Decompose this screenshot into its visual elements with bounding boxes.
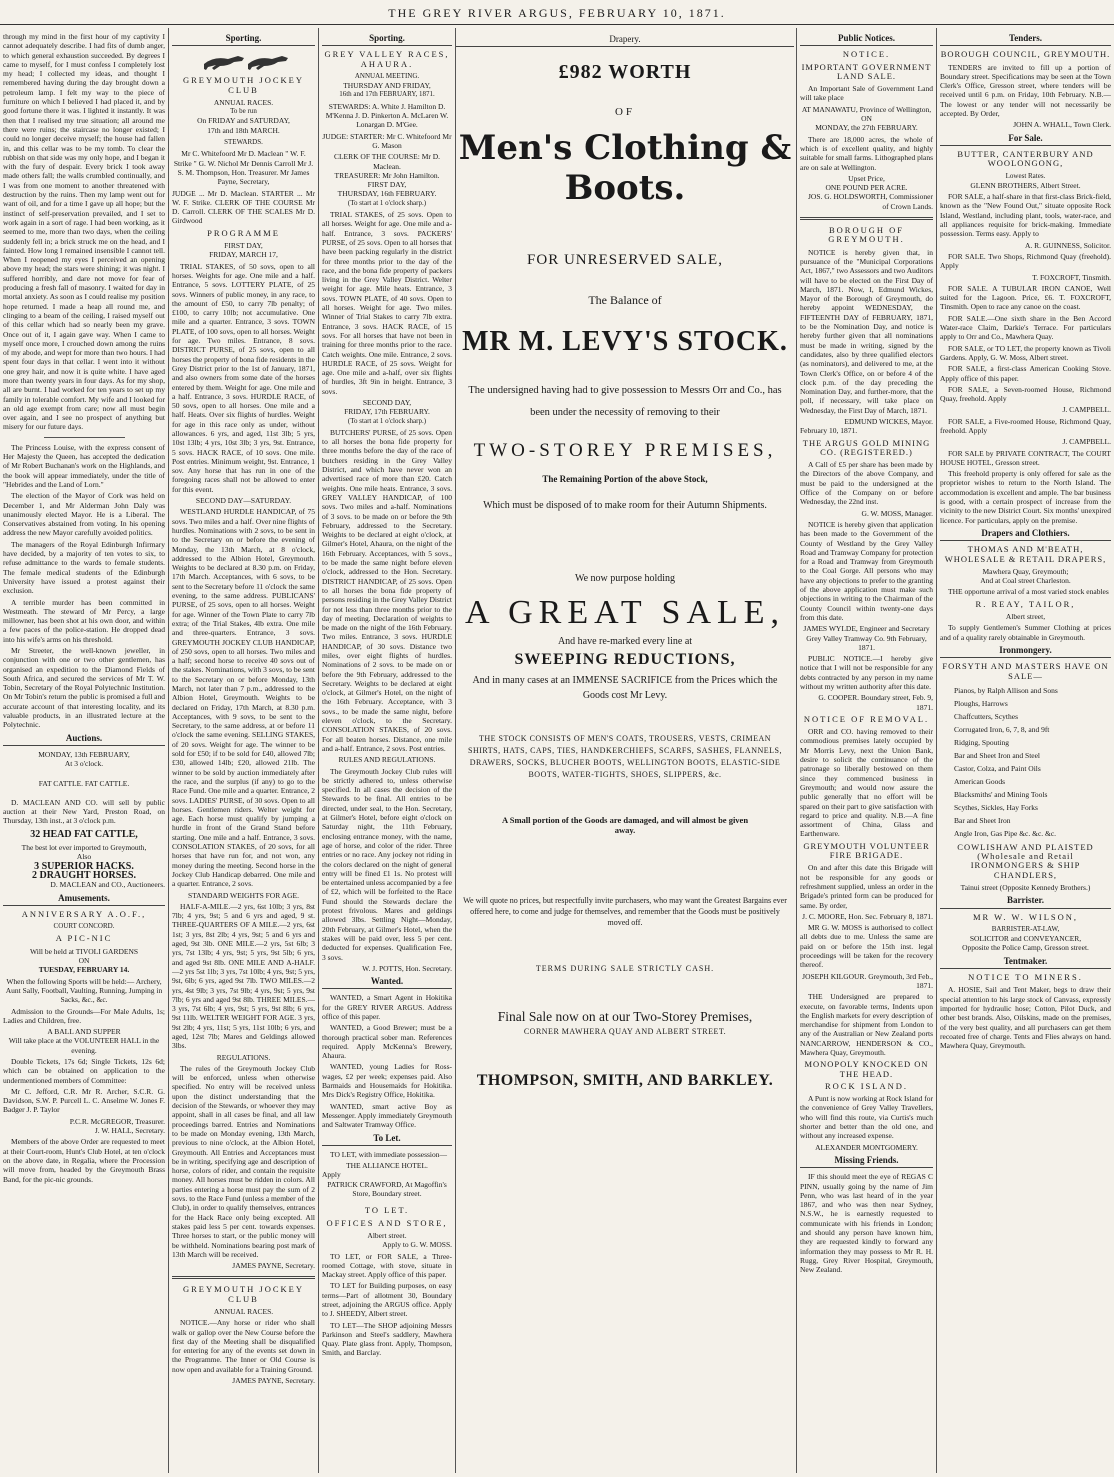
sports: When the following Sports will be held:— Archery, Aunt Sally, Football, Vaulting, Running, Jumping in Sacks, &c., &c. — [5, 976, 163, 1005]
stewards: STEWARDS: A. White J. Hamilton D. M'Kenna J. D. Pinkerton A. McLaren W. Lonargan D. M'Gee. — [325, 101, 449, 130]
club-title: GREYMOUTH JOCKEY CLUB — [182, 75, 304, 95]
cowlishaw-address: Tainui street (Opposite Kennedy Brothers.) — [960, 883, 1091, 892]
wanted-brewer: WANTED, a Good Brewer; must be a thorough practical sober man. References required. Apply McKenna's Brewery, Ahaura. — [322, 1023, 452, 1061]
list-item: Castor, Colza, and Paint Oils — [954, 763, 1041, 773]
final-sale: Final Sale now on at our Two-Storey Premises, — [497, 1009, 753, 1024]
treasurer: P.C.R. McGREGOR, Treasurer. — [69, 1116, 165, 1126]
sale-canoe: FOR SALE. A TUBULAR IRON CANOE, Well suited for the Lagoon. Price, £6. T. FOXCROFT, Tinsmith. Open to race any canoe on the coast. — [940, 283, 1111, 312]
section-head-missing: Missing Friends. — [800, 1154, 933, 1168]
payne-signature: JAMES PAYNE, Secretary. — [232, 1261, 315, 1271]
sale-tivoli: FOR SALE, or TO LET, the property known as Tivoli Gardens. Apply, G. W. Moss, Albert street. — [940, 343, 1111, 362]
land-sale-5: There are 18,000 acres, the whole of which is of excellent quality, and highly suitable for small farms. Lithographed plans are on sale at Wellington. — [800, 134, 933, 172]
monopoly-head: MONOPOLY KNOCKED ON THE HEAD. — [804, 1059, 929, 1079]
races-day-2: BUTCHERS' PURSE, of 25 sovs. Open to all horses the bona fide property for three months before the day of the race of butchers residing in the Grey Valley District, and which have never won an advertised race of more than £20. Catch weights. One mile heats. Entrance, 3 sovs. GREY VALLEY HANDICAP, of 100 sovs. Two miles and a-half. Nominations of 3 sovs. to be made on or before the 9th February, addressed to the Secretary. Weights to be declared at eight o'clock, at Gilmer's Hotel, Ahaura, on the night of the 16th February. Acceptances, with 5 sovs., to be made the same night before eleven o'clock, addressed to the Hon. Secretary. DISTRICT HANDICAP, of 25 sovs. Open to all horses the bona fide property of persons residing in the Grey Valley District for not less than three months prior to the day of meeting. Declaration of weights to be made on the night of the 16th February. Two miles. Entrance, 3 sovs. HURDLE HANDICAP, of 30 sovs. Distance two miles, over eight flights of hurdles. Nominations of 2 sovs. to be made on or before the 9th February, addressed to the Secretary. Weights to be declared at eight o'clock, at Gilmer's Hotel, on the night of the 16th February. Acceptance, with 3 sovs., to be made the same night, before eleven o'clock, to the Secretary. CONSOLATION STAKES, of 20 sovs. For all beaten horses. Distance, one mile and a-half. Entrance, 2 sovs. Post entries. — [322, 427, 452, 753]
first-day: FIRST DAY, — [367, 180, 407, 190]
picnic: A PIC-NIC — [55, 933, 113, 944]
column-sporting-jockey — [172, 30, 315, 1471]
albert-street: Albert street. — [367, 1230, 407, 1240]
foxcroft: T. FOXCROFT, Tinsmith. — [1032, 272, 1111, 282]
divider — [800, 217, 933, 220]
section-head-drapery: Drapery. — [456, 32, 794, 47]
ball: A BALL AND SUPPER — [47, 1027, 121, 1037]
purpose-line: We now purpose holding — [574, 573, 675, 584]
column-rule — [796, 28, 797, 1473]
stewards: Mr C. Whitefoord Mr D. Maclean " W. F. Strike " G. W. Nichol Mr Dennis Carroll Mr J. S. M. Thompson, Hon. Treasurer. Mr James Payne, Secretary, — [173, 149, 314, 187]
mbeath-charleston: And at Coal street Charleston. — [980, 576, 1071, 586]
moss-debts: MR G. W. MOSS is authorised to collect all debts due to me. Unless the same are paid on or before the 15th inst. legal proceedings will be taken for the recovery thereof. — [800, 923, 933, 970]
butter: BUTTER, CANTERBURY AND WOOLONGONG, — [957, 148, 1094, 169]
premises-headline: TWO-STOREY PREMISES, — [473, 440, 777, 461]
reay-text: To supply Gentlemen's Summer Clothing at prices and of a quality rarely obtainable in Greymouth. — [940, 623, 1111, 642]
firm-name: THOMPSON, SMITH, AND BARKLEY. — [476, 1072, 774, 1089]
sale-shops: FOR SALE. Two Shops, Richmond Quay (freehold). Apply — [940, 251, 1111, 271]
apply: Apply — [322, 1170, 341, 1180]
picnic-on: ON — [78, 956, 90, 966]
unreserved-sale: FOR UNRESERVED SALE, — [527, 252, 723, 268]
land-sale-3: ON — [861, 114, 872, 124]
tramway-notice: NOTICE is hereby given that application has been made to the Government of the County of Westland by the Grey Valley Road and Tramway Company for protection for a Road and Tramway from Greymouth to the Coal Gorge. All persons who may have any objections to prefer to the granting of the above application must make such objections in writing to the Chairman of the County Council within twenty-one days from this date. — [800, 519, 933, 622]
rock-text: A Punt is now working at Rock Island for the convenience of Grey Valley Travellers, who will find this route, via Curtis's much shorter and better than the old one, and without any increased expense. — [800, 1094, 933, 1141]
section-head-barrister: Barrister. — [940, 894, 1111, 908]
masthead: THE GREY RIVER ARGUS, FEBRUARY 10, 1871. — [0, 0, 1114, 25]
to-let-building: TO LET for Building purposes, on easy terms—Part of allotment 30, Boundary street, adjoining the ARGUS office. Apply to J. SHEEDY, Albert street. — [322, 1281, 452, 1319]
sweeping-reductions: SWEEPING REDUCTIONS, — [514, 651, 736, 668]
cowlishaw: COWLISHAW AND PLAISTED (Wholesale and Retail IRONMONGERS & SHIP CHANDLERS, — [957, 841, 1094, 880]
borough-council: BOROUGH COUNCIL, GREYMOUTH. — [940, 49, 1111, 60]
list-item: Bar and Sheet Iron and Steel — [954, 750, 1041, 760]
worth-headline: £982 WORTH — [558, 61, 692, 83]
story-cork: The election of the Mayor of Cork was held on December 1, and Mr Alderman John Daly was unanimously elected Mayor. He is a Liberal. The Conservatives abstained from voting. In his opening address the new Mayor carefully avoided politics. — [3, 491, 165, 538]
glenn: GLENN BROTHERS, Albert Street. — [970, 180, 1081, 190]
quote-text: We will quote no prices, but respectfully invite purchasers, who may want the Greatest Bargains ever offered here, to come and judge for themselves, and remember that the Goods must be positively moved off. — [463, 896, 787, 927]
argus-gold-text: A Call of £5 per share has been made by the Directors of the above Company, and must be paid to the undersigned at the Office of the Company on or before Wednesday, the 22nd inst. — [800, 460, 933, 507]
treasurer: TREASURER: Mr John Hamilton. — [334, 170, 440, 180]
sacrifice-text: And in many cases at an IMMENSE SACRIFICE from the Prices which the Goods cost Mr Levy. — [472, 675, 778, 701]
removal-text: ORR and CO. having removed to their commodious premises lately occupied by Mr Morris Levy, next the Union Bank, desire to solicit the continuance of the patronage so liberally bestowed on them since they commenced business in Greymouth; and would now assure the public generally that no effort will be spared on their part to give satisfaction with regard to price and quality. N.B.—A fine assortment of China, Glass and Earthenware. — [800, 727, 933, 839]
wanted-agent: WANTED, a Smart Agent in Hokitika for the GREY RIVER ARGUS. Address office of this paper. — [322, 993, 452, 1021]
list-item: Chaffcutters, Scythes — [954, 711, 1019, 721]
auction-time: At 3 o'clock. — [64, 759, 104, 769]
weights: HALF-A-MILE.—2 yrs, 6st 10lb; 3 yrs, 8st 7lb; 4 yrs, 9st; 5 and 6 yrs and aged, 9 st. THREE-QUARTERS OF A MILE.—2 yrs, 6st 1st; 3 yrs, 8st 2lb; 4 yrs, 9st; 5 and 6 yrs and aged, 9st 3lb. ONE MILE.—2 yrs, 5st 6lb; 3 yrs, 7st 13lb; 4 yrs, 9st; 5 yrs, 9st 5lb; 6 yrs, and aged 9st 8lb. ONE MILE AND A-HALF.—2 yrs 5st 1lb; 3 yrs, 7st 10lb; 4 yrs, 9st; 5 yrs, 9st, 6lb; 6 yrs, aged 9st 7lb. TWO MILES.—2 yrs, 4st 9lb; 3 yrs, 7st 9lb; 4 yrs, 9st; 5 yrs, 9st 7lb; 6 yrs and aged 9st 8lb. THREE MILES.—3 yrs, 7st 6lb; 4 yrs, 9st; 5 yrs, 9st 8lb; 6 yrs, 9st 11lb. WELTER WEIGHT FOR AGE. 3 yrs, 9st 2lb; 4 yrs, 11st; 5 yrs, 11st 10lb; 6 yrs, and aged, 12st 7lb; Mares and Geldings allowed 3lbs. — [172, 901, 315, 1051]
picnic-venue: Will be held at TIVOLI GARDENS — [29, 946, 139, 956]
column-sporting-grey-valley — [322, 30, 452, 1471]
tickets: Double Tickets, 17s 6d; Single Tickets, 12s 6d; which can be obtained on application to the undermentioned members of Committee: — [3, 1056, 165, 1085]
annual-races-2: ANNUAL RACES. — [213, 1307, 274, 1316]
meeting-dates: 16th and 17th FEBRUARY, 1871. — [339, 90, 435, 99]
section-head-tentmaker: Tentmaker. — [940, 955, 1111, 969]
to-let: TO LET. — [364, 1205, 410, 1216]
great-sale: A GREAT SALE, — [464, 594, 786, 631]
drapery-advertisement — [456, 30, 794, 1471]
campbell: J. CAMPBELL. — [1062, 405, 1111, 415]
moss-apply: Apply to G. W. MOSS. — [382, 1240, 452, 1250]
judge-starter: JUDGE: STARTER: Mr C. Whitefoord Mr G. Mason — [322, 131, 452, 150]
brigade-head: GREYMOUTH VOLUNTEER FIRE BRIGADE. — [803, 840, 930, 861]
anniversary: ANNIVERSARY A.O.F., — [21, 908, 147, 919]
rules: The Greymouth Jockey Club rules will be strictly adhered to, unless otherwise specified. In all cases the decision of the Stewards to be final. All entries to be directed, under seal, to the Hon. Secretary, at Gilmer's Hotel, before eight o'clock on Saturday night, the 11th February, enclosing entrance money, with the name, age of horse, and color of the rider. Three entries or no race. Any jockey not riding in the colors declared on the night of general entry will be fined £1 1s. No protest will be entertained unless accompanied by a fee of £2, which will be forfeited to the Race Fund should the Stewards declare the protest frivolous. Mares and geldings allowed 3lbs. Settling Night—Monday, 20th February, at Gilmer's Hotel, when the stakes will be paid over, less 5 per cent. deducted for expenses. Qualification Fee, 3 sovs. — [322, 766, 452, 962]
hacks: 3 SUPERIOR HACKS. — [34, 860, 134, 872]
sale-brickfield: FOR SALE, a half-share in that first-class Brick-field, known as the "New Found Out," situate opposite Rock Island, Westland, including plant, tools, water-race, and all appliances requisite for brick-making. Immediate possession. Terms easy. Apply to — [940, 192, 1111, 239]
of-line: OF — [614, 106, 636, 118]
crawford: PATRICK CRAWFORD, At Magoffin's Store, Boundary street. — [327, 1179, 447, 1199]
wanted-boy: WANTED, smart active Boy as Messenger. Apply immediately Greymouth and Saltwater Tramway Office. — [322, 1101, 452, 1130]
section-head-sporting: Sporting. — [322, 32, 452, 46]
levy-stock: MR M. LEVY'S STOCK. — [462, 326, 788, 357]
club-title-2: GREYMOUTH JOCKEY CLUB — [182, 1284, 304, 1304]
race-days: On FRIDAY and SATURDAY, — [197, 116, 290, 126]
alliance-hotel: THE ALLIANCE HOTEL. — [346, 1161, 428, 1171]
forsyth: FORSYTH AND MASTERS HAVE ON SALE— — [942, 661, 1109, 681]
court-concord: COURT CONCORD. — [53, 922, 115, 931]
ball-venue: Will take place at the VOLUNTEER HALL in the evening. — [8, 1036, 160, 1055]
first-date: THURSDAY, 16th FEBRUARY. — [337, 189, 437, 199]
list-item: Corrugated Iron, 6, 7, 8, and 9ft — [954, 724, 1050, 734]
section-head-auctions: Auctions. — [3, 732, 165, 746]
campbell-2: J. CAMPBELL. — [1062, 437, 1111, 447]
fat-cattle: FAT CATTLE. FAT CATTLE. — [38, 778, 130, 788]
holdsworth: JOS. G. HOLDSWORTH, Commissioner of Crown Lands. — [808, 192, 933, 211]
wickes-date: February 10, 1871. — [800, 426, 858, 436]
cooper-signature: G. COOPER. Boundary street, Feb. 9, 1871. — [818, 693, 933, 712]
land-sale-head: IMPORTANT GOVERNMENT LAND SALE. — [801, 61, 932, 81]
maclean-ad: D. MACLEAN AND CO. will sell by public auction at their New Yard, Preston Road, on Thursday, 13th inst., at 3 o'clock p.m. — [3, 797, 165, 826]
section-head-wanted: Wanted. — [322, 975, 452, 989]
sale-five-room: FOR SALE, a Five-roomed House, Richmond Quay, freehold. Apply — [940, 416, 1111, 435]
reay-address: Albert street, — [1005, 612, 1046, 622]
start-time: (To start at 1 o'clock sharp.) — [347, 198, 427, 207]
wilson-address: Opposite the Police Camp, Gresson street. — [962, 943, 1089, 953]
column-rule — [168, 28, 169, 1473]
start-time-2: (To start at 1 o'clock sharp.) — [347, 416, 427, 425]
rules-head: RULES AND REGULATIONS. — [338, 755, 436, 765]
racehorse-icon — [194, 50, 294, 72]
brigade-text: On and after this date this Brigade will not be responsible for any goods or refreshment supplied, unless an order in the Brigade's printed form can be produced for same. By order, — [800, 863, 933, 910]
reay-tailor: R. REAY, TAILOR, — [975, 598, 1076, 609]
wylde: JAMES WYLDE, Engineer and Secretary Grey Valley Tramway Co. 9th February, 1871. — [803, 624, 930, 652]
payne-signature-2: JAMES PAYNE, Secretary. — [232, 1376, 315, 1386]
montgomery: ALEXANDER MONTGOMERY. — [815, 1142, 918, 1152]
to-let-cottage: TO LET, or FOR SALE, a Three-roomed Cottage, with stove, situate in Mackay street. Apply office of this paper. — [322, 1251, 452, 1280]
balance-of: The Balance of — [588, 293, 662, 307]
draught-horses: 2 DRAUGHT HORSES. — [31, 869, 136, 881]
regulations-head: REGULATIONS. — [216, 1052, 271, 1062]
section-head-to-let: To Let. — [322, 1132, 452, 1146]
sale-court-house-hotel: FOR SALE by PRIVATE CONTRACT, The COURT HOUSE HOTEL, Gresson street. — [940, 448, 1111, 467]
first-day: FIRST DAY, — [224, 241, 263, 251]
story-edinburgh: The managers of the Royal Edinburgh Infirmary have decided, by a majority of ten votes to six, to refuse admittance to the wards to female students. The female medical students of the Edinburgh University have issued a protest against their exclusion. — [3, 539, 165, 596]
auctioneer: D. MACLEAN and CO., Auctioneers. — [50, 880, 165, 890]
races-day-1: TRIAL STAKES, of 25 sovs. Open to all horses. Weight for age. One mile and a-half. Entrance, 3 sovs. PACKERS' PURSE, of 25 sovs. Open to all horses that have been packing regularly in the district for three months prior to the day of the race, and the bona fide property of packers living in the Grey Valley District. Welter weight for age. Mile heats. Entrance, 3 sovs. TOWN PLATE, of 40 sovs. Open to all horses. Weight for age. Two miles. Winner of Trial Stakes to carry 7lb extra. Entrance, 3 sovs. HACK RACE, of 15 sovs. For all horses that have not been in training for three months prior to the race. Catch weights. One mile. Entrance, 2 sovs. HURDLE RACE, of 25 sovs. Weight for age. One mile and a-half, over six flights of hurdles, 3ft 9in in height. Entrance, 3 sovs. — [322, 210, 452, 396]
sale-stove: FOR SALE, a first-class American Cooking Stove. Apply office of this paper. — [940, 364, 1111, 383]
stewards-head: STEWARDS. — [224, 138, 263, 147]
list-item: Blacksmiths' and Mining Tools — [954, 789, 1048, 799]
section-head-tenders: Tenders. — [940, 32, 1111, 46]
second-date: FRIDAY, 17th FEBRUARY. — [344, 407, 430, 417]
programme: PROGRAMME — [207, 227, 280, 238]
rock-island: ROCK ISLAND. — [824, 1080, 909, 1091]
kilgour: JOSEPH KILGOUR. Greymouth, 3rd Feb., 1871. — [802, 971, 933, 990]
story-cellar: through my mind in the first hour of my captivity I cannot adequately describe. I had fits of dumb anger, to which general exhaustion succeeded. By degrees I came to myself, for I must confess I completely lost my head; I collected my ideas, and thought I remembered having during the day brought down a petroleum lamp. I felt my way to the piece of furniture on which I believed I had placed it, and by good fortune there it was. I lighted it instantly. It was then that I realised my true situation; all around me there were ruins; the staircase no longer existed; I could no longer deceive myself; the house had fallen in, and this cellar was to be my tomb. To clear the rubbish on that side was my only hope, and I began it with the fury of despair. Every brick I took away made others fall; the walls crumbled continually, and I was from one moment to another threatened with destruction by the ruins. Then my lamp went out for want of oil, and for a time I gave up all hope; but the instinct of self-preservation prevailed, and I set to work again in a sort of rage. I had been working, as it seemed to me, more than two days, when the ceiling suddenly fell in; a brick struck me on the head, and I fainted. How long I remained insensible I cannot tell. When I reopened my eyes I perceived an opening above my head; the stars were shining; it was night. I suffered horribly, and dare not move for fear of producing a fresh fall of masonry. I waited for day in mortal anxiety. As soon as I could realise my position hope returned. I made a heap all round me, and clinging to a beam of the ceiling, I raised myself out of this cellar which had so nearly been my grave. Once out of it, I again gave way. When I came to myself once more, I crouched down among the ruins of my abode, and wept for more than two hours. I had spent four days in that cellar. I went into it without one grey hair, and now it is quite white. I have aged more than twenty years in four days. As for my shop, all are burnt. I had worked for ten years to set up my family in tolerable comfort. My wife and I looked for an old age exempt from care; now all must begin over again, and I see no prospect of anything but misery for our future days. — [3, 32, 165, 432]
moore: J. C. MOORE, Hon. Sec. February 8, 1871. — [802, 911, 933, 921]
divider — [172, 1276, 315, 1279]
second-day: SECOND DAY—SATURDAY. — [195, 496, 292, 506]
divider — [44, 437, 125, 438]
list-item: Ploughs, Harrows — [954, 698, 1008, 708]
clothing-headline: Men's Clothing & Boots. — [458, 128, 792, 208]
column-rule — [936, 28, 937, 1473]
races-day-2: WESTLAND HURDLE HANDICAP, of 75 sovs. Two miles and a half. Over nine flights of hurdles. Nominations with 2 sovs, to be sent in to the Secretary on or before the evening of Monday, the 13th March, at 8 o'clock, addressed to the Albion Hotel, Greymouth. Weights to be declared at 8.30 p.m. on Friday, 17th March. Acceptances, with 6 sovs, to be sent to the Secretary before 11 o'clock the same evening, to the same address. PUBLICANS' PURSE, of 25 sovs, open to all horses. Weight for age. Winner of the Town Plate to carry 7lb extra; of the Trial Stakes, 4lb extra. One mile and three-quarters. Entrance, 3 sovs. GREYMOUTH JOCKEY CLUB HANDICAP, of 250 sovs, open to all horses. Two miles and a half; second horse to receive 40 sovs out of the stakes. Nominations, with 3 sovs, to be sent to the Secretary on or before Monday, 13th March, not later than 7 p.m., addressed to the Albion Hotel, Greymouth. Weights to be declared on Friday, 17th March, at 8.30 p.m. Acceptances, with 9 sovs, to be sent to the Secretary, to the same address, at or before 11 o'clock the same evening. SELLING STAKES, of 20 sovs. Weight for age. The winner to be sold for £50; if to be sold for £40, allowed 7lb; £30, allowed 14lb; £20, allowed 21lb. The winner to be sold by auction immediately after the race, and the surplus (if any) to go to the Race Fund. One mile and a quarter. Entrance, 2 sovs. LADIES' PURSE, of 30 sovs. Open to all horses. Gentlemen riders. Welter weight for age. Each horse must qualify by jumping a hurdle in front of the Grand Stand before starting. One mile and a half. Entrance, 3 sovs. CONSOLATION STAKES, of 20 sovs, for all horses that have run for, and not won, any money during the meeting. Second horse in the Jockey Club Handicap debarred. One mile and a quarter. Entrance, 2 sovs. — [172, 507, 315, 889]
column-rule — [318, 28, 319, 1473]
borough-head: BOROUGH OF GREYMOUTH. — [828, 225, 905, 245]
damaged-goods: A Small portion of the Goods are damaged, and will almost be given away. — [501, 815, 749, 835]
regulations: The rules of the Greymouth Jockey Club will be enforced, unless when otherwise specified. No entry will be received unless upon the distinct understanding that the decision of the Stewards, or whoever they may appoint, shall in all cases be final, and all law proceedings barred. Entries and Nominations to be made on Monday evening, 13th March, previous to nine o'clock, at the Albion Hotel, Greymouth. All Entries and Acceptances must be in writing, specifying age and description of horse, colors of rider, and contain the requisite money. All horses must be ridden in colors. All parties entering a horse must pay the sum of 2 sovs. to the Race Fund (unless a member of the Club), in order to qualify themselves, entrances for the Hack Race only being excepted. All stakes paid less 5 per cent. towards expenses. Three horses to start, or the public money will be withheld. Nominations bearing post mark of 13th March will be received. — [172, 1063, 315, 1259]
story-diamond: Mr Streeter, the well-known jeweller, in conjunction with one or two other gentlemen, has organised an expedition to the Diamond Fields of South Africa, and secured the services of Mr T. W. Tobin, Secretary of the Royal Polytechnic Institution. On Mr Tobin's return the public is promised a full and accurate account of that interesting locality, and its valuable products, in an illustrated lecture at the Polytechnic. — [3, 646, 165, 730]
weights-head: STANDARD WEIGHTS FOR AGE. — [188, 890, 299, 900]
cooper-notice: PUBLIC NOTICE.—I hereby give notice that I will not be responsible for any debts contracted by any person in my name without my written authority after this date. — [800, 654, 933, 691]
grey-valley-title: GREY VALLEY RACES, AHAURA. — [324, 49, 450, 69]
argus-gold-head: THE ARGUS GOLD MINING CO. (REGISTERED.) — [802, 437, 931, 457]
column-news — [3, 30, 165, 1471]
section-head-for-sale: For Sale. — [940, 132, 1111, 146]
list-item: Angle Iron, Gas Pipe &c. &c. &c. — [954, 828, 1057, 838]
to-let-hotel: TO LET, with immediate possession— — [330, 1149, 448, 1159]
story-murder: A terrible murder has been committed in Westmeath. The steward of Mr Percy, a large millowner, has been shot at his own door, and within a few paces of the police-station. He dropped dead into his wife's arms on his threshold. — [3, 597, 165, 644]
section-head-public-notices: Public Notices. — [800, 32, 933, 46]
cattle-note: The best lot ever imported to Greymouth, — [21, 843, 147, 853]
clerk: CLERK OF THE COURSE: Mr D. Maclean. — [333, 152, 441, 171]
remarked-line: And have re-marked every line at — [557, 636, 693, 647]
also: Also — [76, 852, 92, 862]
course-notice: NOTICE.—Any horse or rider who shall walk or gallop over the New Course before the first day of the Meeting shall be disqualified for entering for any of the events set down in the Programme. The Inner or Old Course is now open and available for a Training Ground. — [172, 1318, 315, 1374]
guinness: A. R. GUINNESS, Solicitor. — [1024, 240, 1111, 250]
cattle-line: 32 HEAD FAT CATTLE, — [30, 828, 138, 840]
auction-date: MONDAY, 13th FEBRUARY, — [38, 749, 130, 759]
possession-text: The undersigned having had to give possession to Messrs Orr and Co., has been under the necessity of removing to their — [468, 385, 782, 418]
members-notice: Members of the above Order are requested to meet at their Court-room, Hunt's Club Hotel, at ten o'clock on the above date, in Regalia, where the Procession will move from, headed by the Greymouth Brass Band, for the pic-nic grounds. — [3, 1137, 165, 1184]
upset-price: Upset Price, — [848, 173, 885, 183]
list-item: Bar and Sheet Iron — [954, 815, 1011, 825]
admission: Admission to the Grounds—For Male Adults, 1s; Ladies and Children, free. — [3, 1006, 165, 1025]
forsyth-items — [940, 684, 1111, 840]
notice: NOTICE. — [842, 49, 891, 60]
land-sale-4: MONDAY, the 27th FEBRUARY. — [815, 123, 918, 133]
annual-races: ANNUAL RACES. — [213, 97, 274, 107]
officials: JUDGE ... Mr D. Maclean. STARTER ... Mr W. F. Strike. CLERK OF THE COURSE Mr D. Carroll. CLERK OF THE SCALES Mr D. Girdwood — [172, 188, 315, 226]
land-sale-2: AT MANAWATU, Province of Wellington, — [801, 104, 932, 114]
list-item: Pianos, by Ralph Allison and Sons — [954, 685, 1058, 695]
secretary: J. W. HALL, Secretary. — [94, 1126, 165, 1136]
hosie-text: A. HOSIE, Sail and Tent Maker, begs to draw their special attention to his large stock of Canvass, expressly imported for hydraulic hose; Cotton, Pilot Duck, and other best brands. Also, Oilskins, made on the premises, of the very best quality, and all purchasers can get them recoated free of charge. Tents and Flies always on hand. Mawhera Quay, Greymouth. — [940, 985, 1111, 1051]
to-let-shop: TO LET—The SHOP adjoining Messrs Parkinson and Steel's saddlery, Mawhera Quay. Plate glass front. Apply, Thompson, Smith, and Barclay. — [322, 1320, 452, 1358]
disposed-text: Which must be disposed of to make room for their Autumn Shipments. — [483, 500, 767, 511]
sale-seven-room: FOR SALE, a Seven-roomed House, Richmond Quay, freehold. Apply — [940, 384, 1111, 404]
committee: Mr C. Jefford, C.R. Mr R. Archer, S.C.R. G. Davidson, S.W. P. Purcell L. C. Anselme W. Jones F. Badger J. P. Taylor — [3, 1086, 165, 1115]
section-head-drapers: Drapers and Clothiers. — [940, 527, 1111, 541]
story-princess: The Princess Louise, with the express consent of Her Majesty the Queen, has accepted the dedication of Mr Robert Buchanan's work on the Highlands, and the book will appear immediately, under the title of "Hebrides and the Land of Lorn." — [3, 442, 165, 489]
race-dates: 17th and 18th MARCH. — [207, 125, 280, 135]
borough-text: NOTICE is hereby given that, in pursuance of the "Municipal Corporations Act, 1867," two Assessors and two Auditors will have to be elected on the First Day of March, 1871. Now, I, Edmund Wickes, Mayor of the Borough of Greymouth, do hereby appoint WEDNESDAY, the FIFTEENTH DAY of FEBRUARY, 1871, to be the Nomination Day, and notice is hereby further given that all nominations must be made in writing, signed by the candidates, also by three qualified electors (as nominators), and delivered to me, at the Town Clerk's Office, on or before 4 of the clock p.m. of the day preceding the Nomination Day, and further-more, that the poll, if necessary, will take place on Wednesday, the First Day of March, 1871. — [800, 247, 933, 415]
wilson-solicitor: SOLICITOR and CONVEYANCER, — [969, 934, 1082, 944]
moss-manager: G. W. MOSS, Manager. — [861, 508, 933, 518]
column-tenders-sales — [940, 30, 1111, 1471]
wanted-ladies: WANTED, young Ladies for Ross-wages, £2 per week; expenses paid. Also Barmaids and Housemaids for Hokitika. Mrs Dick's Registry Office, Hokitika. — [322, 1062, 452, 1100]
notice-miners: NOTICE TO MINERS. — [968, 972, 1083, 983]
meeting-days: THURSDAY AND FRIDAY, — [343, 81, 431, 91]
arrival-text: THE opportune arrival of a most varied stock enables — [948, 587, 1109, 597]
sale-water-race: FOR SALE.—One sixth share in the Ben Accord Water-race Claim, Darkie's Terrace. For particulars apply to Orr and Co., Mawhera Quay. — [940, 313, 1111, 342]
terms: TERMS DURING SALE STRICTLY CASH. — [535, 964, 715, 973]
list-item: American Goods — [954, 776, 1006, 786]
first-date: FRIDAY, MARCH 17, — [209, 250, 278, 260]
picnic-date: TUESDAY, FEBRUARY 14. — [38, 965, 130, 975]
borough-tenders: TENDERS are invited to fill up a portion of Boundary street. Specifications may be seen at the Town Clerk's Office, Gresson street, where tenders will be received until 6 p.m. on Friday, 10th February. N.B.—The lowest or any tender will not necessarily be accepted. By Order, — [940, 62, 1111, 119]
annual-meeting: ANNUAL MEETING. — [354, 71, 420, 80]
offices-store: OFFICES AND STORE, — [326, 1217, 448, 1228]
remaining-portion: The Remaining Portion of the above Stock, — [542, 474, 708, 484]
section-head-ironmongery: Ironmongery. — [940, 644, 1111, 658]
section-head-sporting: Sporting. — [172, 32, 315, 46]
list-item: Ridging, Spouting — [954, 737, 1010, 747]
wickes: EDMUND WICKES, Mayor. — [844, 416, 933, 426]
list-item: Scythes, Sickles, Hay Forks — [954, 802, 1038, 812]
court-house-text: This freehold property is only offered for sale as the proprietor wishes to return to the North Island. The accommodation is excellent and ample. The bar business is good, with a certain prospect of increase from the vicinity to the new District Court. Six months' unexpired licence. For particulars, apply on the premise. — [940, 469, 1111, 525]
to-be-run: To be run — [230, 107, 257, 116]
section-head-amusements: Amusements. — [3, 892, 165, 906]
column-public-notices — [800, 30, 933, 1471]
corner-address: CORNER MAWHERA QUAY AND ALBERT STREET. — [523, 1027, 727, 1036]
mbeath-address: Mawhera Quay, Greymouth; — [982, 566, 1069, 576]
races-day-1: TRIAL STAKES, of 50 sovs, open to all horses. Weights for age. One mile and a half. Entrance, 5 sovs. LOTTERY PLATE, of 25 sovs. Winners of public money, in any race, to the amount of £50, to carry 7lb penalty; of £100, to carry 10lb; not accumulative. One mile and a quarter. Entrance, 3 sovs. TOWN PLATE, of 100 sovs, open to all horses. Weight for age. Two miles. Entrance, 8 sovs. DISTRICT PURSE, of 25 sovs, open to all horses the property of bona fide residents in the Grey District prior to the 1st of January, 1871, and also owners from some date of the horses entered by them. Weight for age. One mile and a half. Entrance, 3 sovs. HURDLE RACE, of 50 sovs, open to all horses. One mile and a half. Heats. Over six flights of hurdles. Weight for age in this race only as under, without allowances. 6 yrs, and aged, 11st 3lb; 5 yrs, 10st 13lb; 4 yrs, 10st 3lb; 3 yrs, 9st. Entrance, 5 sovs. HACK RACE, of 10 sovs. One mile. Post entries. Minimum weight, 9st. Entrance, 1 sov. Any horse that has run in one of the foregoing races shall not be allowed to enter for this event. — [172, 261, 315, 494]
wilson-title: BARRISTER-AT-LAW, — [991, 924, 1060, 933]
lowest-rates: Lowest Rates. — [1005, 171, 1046, 180]
one-pound: ONE POUND PER ACRE. — [825, 183, 908, 193]
wilson: MR W. W. WILSON, — [972, 911, 1079, 922]
second-day: SECOND DAY, — [362, 397, 412, 407]
mbeath: THOMAS AND M'BEATH, WHOLESALE & RETAIL DRAPERS, — [944, 544, 1107, 564]
land-sale-1: An Important Sale of Government Land will take place — [800, 84, 933, 103]
whall: JOHN A. WHALL, Town Clerk. — [1013, 120, 1111, 130]
removal-head: NOTICE OF REMOVAL. — [803, 713, 930, 724]
missing-text: IF this should meet the eye of REGAS C PINN, usually going by the name of Jim Penn, who was last heard of in the year 1867, and who was then near Sydney, N.S.W., he is earnestly requested to communicate with his friends in London; and should any person have known him, they are requested kindly to forward any information they may possess to Mr R. H. Rugg, Grey River Hospital, Greymouth, New Zealand. — [800, 1172, 933, 1275]
stock-consists: THE STOCK CONSISTS OF MEN'S COATS, TROUSERS, VESTS, CRIMEAN SHIRTS, HATS, CAPS, TIES, HANDKERCHIEFS, SCARFS, SASHES, FLANNELS, DRAWERS, SOCKS, BLUCHER BOOTS, WELLINGTON BOOTS, ELASTIC-SIDE BOOTS, WATER-TIGHTS, SHOES, SLIPPERS, &c. — [468, 734, 782, 779]
potts-signature: W. J. POTTS, Hon. Secretary. — [362, 963, 452, 973]
indents: THE Undersigned are prepared to execute, on favorable terms, Indents upon the English markets for every description of merchandise for shipment from London to any of the Australian or New Zealand ports NANCARROW, HENDERSON & CO., Mawhera Quay, Greymouth. — [800, 992, 933, 1057]
